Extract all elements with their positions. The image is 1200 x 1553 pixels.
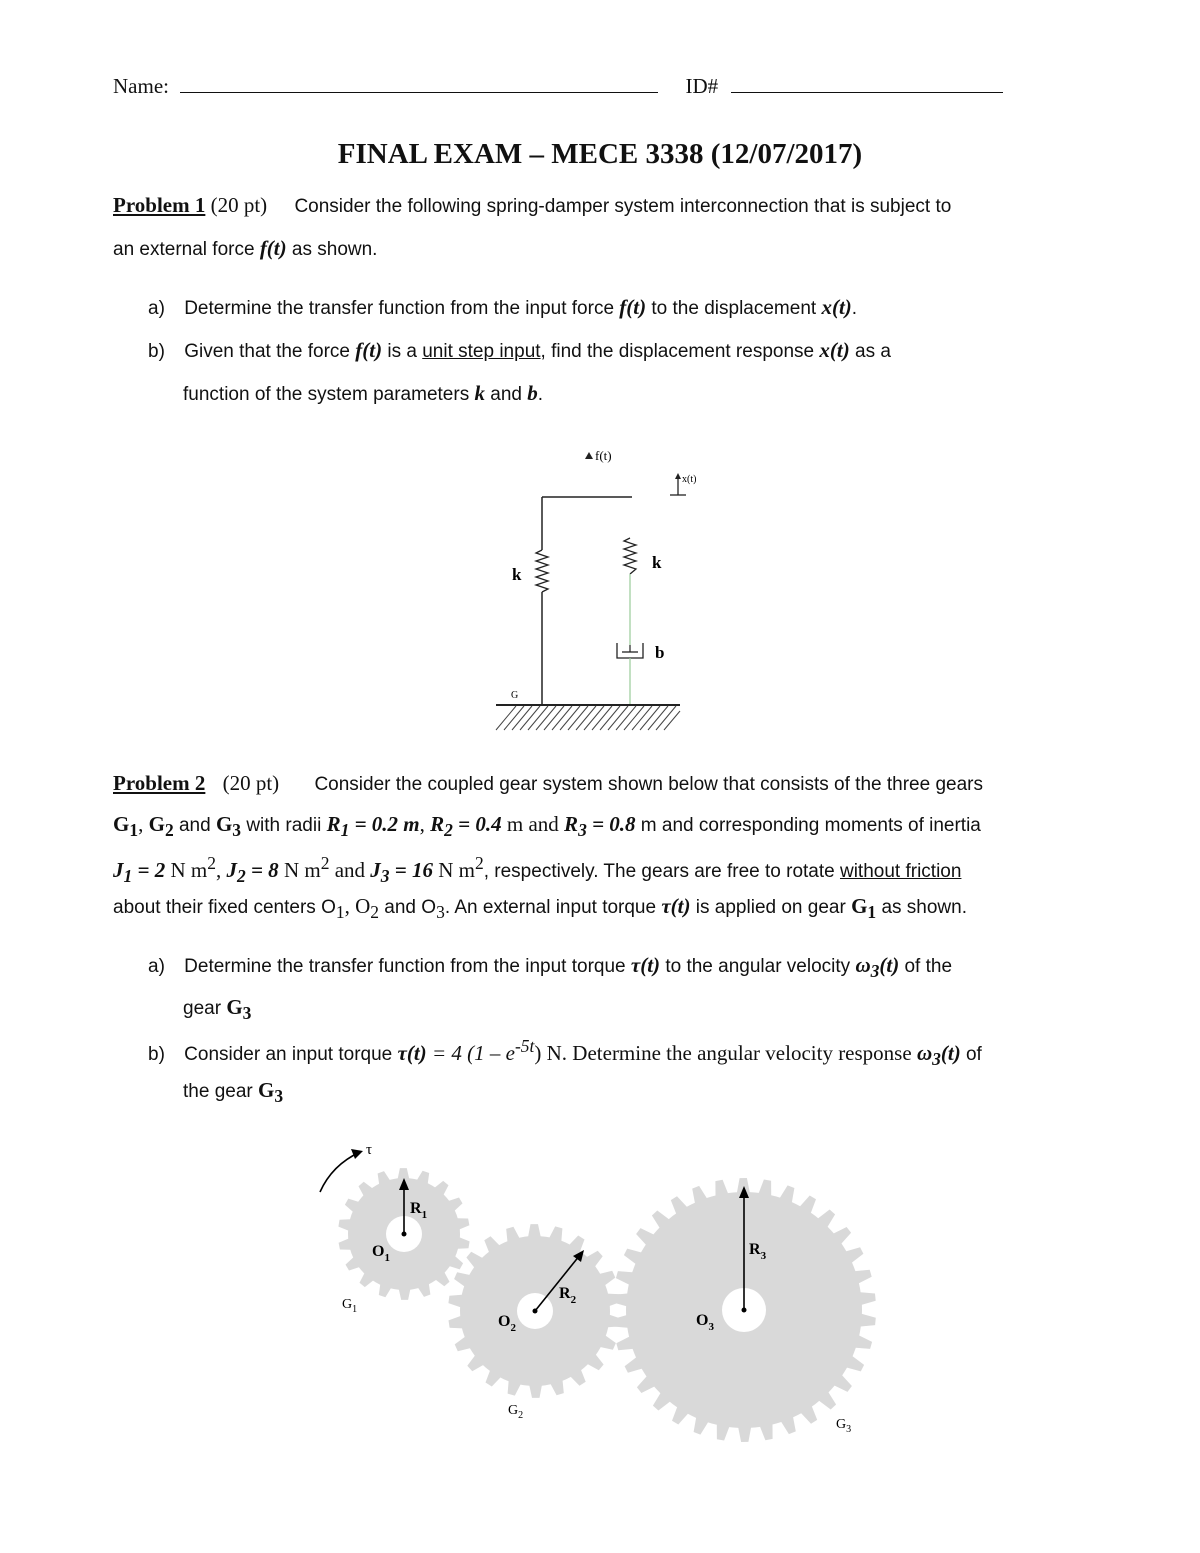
problem1-line1: [113, 193, 951, 218]
item-a-marker: a): [148, 298, 165, 319]
problem2-b-line2: the gear $G_3$: [183, 1078, 284, 1107]
problem1-intro1: Consider the following spring-damper system interconnection that is subject to: [294, 196, 952, 217]
problem2-line1-text: Consider the coupled gear system shown below that consists of the three gears: [314, 774, 983, 795]
problem1-label: Problem 1: [113, 193, 206, 217]
p1b-line2-2: and: [484, 384, 528, 405]
ft-symbol: f(t): [355, 338, 383, 362]
without-friction-text: without friction: [839, 861, 962, 882]
g2-label: $G_2$: [508, 1403, 524, 1421]
page-title: FINAL EXAM – MECE 3338 (12/07/2017): [337, 138, 863, 170]
force-label: f(t): [595, 448, 612, 463]
o3-label: $O_3$: [696, 1312, 714, 1333]
item-b-marker: b): [148, 341, 165, 362]
problem2-label: Problem 2: [113, 771, 206, 795]
ft-symbol: f(t): [259, 236, 287, 260]
o1-label: $O_1$: [372, 1243, 390, 1264]
xt-symbol: x(t): [819, 338, 850, 362]
p1b-line2-3: .: [537, 384, 544, 405]
torque-arrow: [320, 1152, 360, 1192]
problem1-a: [148, 295, 857, 320]
problem1-intro2b: as shown.: [286, 239, 378, 260]
xt-symbol: x(t): [821, 295, 852, 319]
problem2-line2: $G_1$, $G_2$ and $G_3$ with radii $R_1 = 0.2$ m, $R_2 = 0.4$ m and $R_3 = 0.8$ m and corresponding moments of inertia: [113, 812, 981, 841]
problem2-line3: $J_1 = 2$ N $m^2$, $J_2 = 8$ N $m^2$ and $J_3 = 16$ N $m^2$, respectively. The gears are free to rotate without friction: [113, 853, 962, 887]
left-spring: [536, 550, 548, 592]
displacement-arrow-icon: [675, 473, 681, 479]
g3-label: $G_3$: [836, 1417, 852, 1435]
p1b-line2-1: function of the system parameters: [183, 384, 475, 405]
damper-label: b: [655, 643, 665, 662]
p1b-text4: as a: [849, 341, 891, 362]
torque-arrowhead-icon: [351, 1149, 363, 1159]
p1a-text1: Determine the transfer function from the input force: [184, 298, 620, 319]
b-symbol: b: [527, 381, 538, 405]
problem2-points: (20 pt): [222, 771, 280, 795]
unit-step-text: unit step input: [422, 341, 541, 362]
p1a-text2: to the displacement: [646, 298, 822, 319]
p1a-text3: .: [851, 298, 858, 319]
problem2-line1: [113, 771, 983, 796]
problem1-b: [148, 338, 891, 363]
right-spring-label: k: [652, 553, 662, 572]
o2-label: $O_2$: [498, 1313, 516, 1334]
r1-label: $R_1$: [410, 1200, 428, 1221]
p1b-text2: is a: [382, 341, 423, 362]
p1b-text3: , find the displacement response: [540, 341, 820, 362]
ground-label: G: [511, 690, 519, 701]
tau-label: τ: [366, 1142, 373, 1158]
force-arrow-icon: [585, 452, 593, 459]
r2-label: $R_2$: [559, 1285, 577, 1306]
gear-system-figure: [300, 1130, 900, 1450]
problem1-intro2a: an external force: [113, 239, 260, 260]
problem1-b-line2: [183, 381, 543, 406]
ground-hatch: [496, 706, 680, 730]
displacement-label: x(t): [682, 474, 697, 485]
g1-label: $G_1$: [342, 1297, 358, 1315]
problem2-b: b) Consider an input torque τ(t) = 4 $(1 - e^{-5t})$ N. Determine the angular velocity response $\omega_3(t)$ of: [148, 1036, 982, 1070]
r3-label: $R_3$: [749, 1241, 767, 1262]
name-field[interactable]: [180, 74, 658, 93]
problem2-a: a) Determine the transfer function from the input torque τ(t) to the angular velocity $\omega_3(t)$ of the: [148, 953, 953, 982]
problem2-line4: about their fixed centers $O_1$, $O_2$ and $O_3$. An external input torque τ(t) is applied on gear $G_1$ as shown.: [113, 894, 967, 923]
name-id-line: [113, 74, 1003, 99]
problem1-points: (20 pt): [210, 193, 268, 217]
problem1-line2: [113, 236, 377, 261]
left-spring-label: k: [512, 565, 522, 584]
k-symbol: k: [474, 381, 485, 405]
name-label: Name:: [113, 74, 169, 98]
ft-symbol: f(t): [619, 295, 647, 319]
right-spring: [624, 538, 636, 574]
problem2-a-line2: gear $G_3$: [183, 995, 252, 1024]
spring-damper-figure: [480, 440, 700, 740]
p1b-text1: Given that the force: [184, 341, 356, 362]
id-field[interactable]: [731, 74, 1003, 93]
id-label: ID#: [685, 74, 719, 98]
